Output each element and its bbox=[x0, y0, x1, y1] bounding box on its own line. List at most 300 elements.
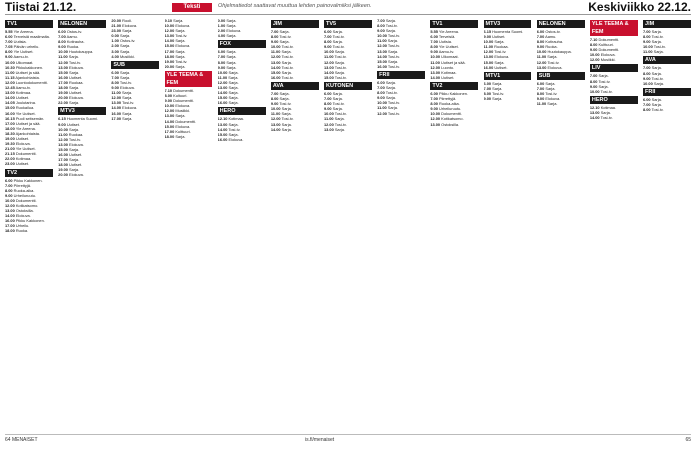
program-time: 1.00 bbox=[217, 23, 226, 29]
program-time: 17.00 bbox=[5, 120, 15, 126]
program-time: 16.00 bbox=[270, 74, 281, 80]
program-title: Ruokaa. bbox=[493, 44, 509, 50]
program-time: 17.00 bbox=[58, 79, 68, 85]
program-time: 19.30 bbox=[5, 141, 15, 147]
program-title: Ajankohtaista. bbox=[14, 130, 41, 136]
program-time: 10.00 bbox=[217, 69, 228, 75]
listing-column bbox=[430, 18, 478, 432]
program-title: Uutiset. bbox=[67, 162, 83, 168]
program-time: 20.00 bbox=[111, 18, 122, 23]
program-time: 13.00 bbox=[430, 121, 441, 127]
program-title: Sarja. bbox=[278, 90, 290, 96]
program-time: 14.00 bbox=[164, 38, 175, 44]
program-title: Tosi-tv. bbox=[331, 44, 345, 50]
program-time: 15.00 bbox=[58, 69, 68, 75]
listing-column bbox=[537, 18, 585, 432]
program-title: Ruokaa. bbox=[67, 131, 84, 137]
program-entry bbox=[5, 228, 53, 233]
program-time: 13.00 bbox=[5, 90, 15, 96]
listing-column bbox=[165, 18, 213, 432]
program-title: Sarja. bbox=[174, 133, 186, 139]
program-title: Sarja. bbox=[652, 49, 664, 55]
program-time: 12.00 bbox=[217, 79, 228, 85]
program-time: 12.00 bbox=[270, 54, 281, 60]
program-title: Urheiluruutu. bbox=[12, 192, 36, 198]
program-entry bbox=[218, 137, 266, 142]
program-title: Musiikki. bbox=[599, 57, 616, 63]
program-title: Sarja. bbox=[280, 49, 292, 55]
program-title: Sarja. bbox=[67, 157, 80, 163]
program-time: 6.00 bbox=[111, 69, 119, 75]
program-title: Yle Areena. bbox=[437, 29, 460, 34]
program-title: Kotimaa. bbox=[440, 69, 457, 75]
program-time: 22.00 bbox=[5, 156, 15, 162]
program-title: Tosi-tv. bbox=[280, 64, 294, 70]
program-entry bbox=[377, 111, 425, 116]
program-time: 12.00 bbox=[377, 110, 387, 116]
program-time: 9.00 bbox=[270, 101, 279, 107]
program-title: Uutiset. bbox=[67, 74, 83, 80]
program-entry bbox=[643, 81, 691, 86]
program-time: 7.00 bbox=[217, 54, 226, 60]
program-time: 12.00 bbox=[270, 116, 281, 122]
program-title: Uutiset ja sää. bbox=[14, 120, 41, 126]
program-time: 7.00 bbox=[5, 39, 13, 45]
program-time: 13.00 bbox=[324, 64, 334, 70]
listing-column bbox=[5, 18, 53, 432]
program-title: Sarja. bbox=[227, 131, 239, 137]
program-time: 7.05 bbox=[5, 44, 13, 50]
program-title: Sarja. bbox=[225, 59, 237, 65]
program-title: Sarja. bbox=[118, 69, 131, 75]
program-title: Sarja. bbox=[333, 49, 345, 55]
program-time: 11.00 bbox=[483, 44, 494, 50]
channel-header: JIM bbox=[643, 20, 691, 28]
program-title: Tosi-tv. bbox=[386, 63, 400, 69]
program-time: 12.00 bbox=[58, 136, 68, 142]
program-time: 9.00 bbox=[58, 121, 66, 127]
program-title: Musiikki. bbox=[174, 108, 191, 114]
program-title: Ruokailua. bbox=[14, 105, 35, 111]
program-title: Sarja. bbox=[546, 101, 558, 107]
program-time: 13.00 bbox=[58, 141, 68, 147]
program-time: 9.00 bbox=[324, 44, 332, 50]
program-time: 18.30 bbox=[5, 130, 15, 136]
program-time: 13.00 bbox=[589, 109, 600, 115]
footer-center: is.fi/menaiset bbox=[305, 437, 335, 443]
program-time: 10.00 bbox=[324, 49, 334, 55]
program-title: Tosi-tv. bbox=[384, 90, 398, 96]
channel-header: SUB bbox=[537, 72, 585, 80]
program-title: Sarja. bbox=[278, 29, 290, 34]
program-time: 18.00 bbox=[58, 162, 68, 168]
program-time: 7.00 bbox=[536, 34, 545, 40]
program-title: Terveisiä. bbox=[437, 34, 456, 40]
program-title: Tosi-tv. bbox=[386, 53, 400, 59]
program-time: 11.00 bbox=[643, 49, 653, 55]
program-title: Uutiset. bbox=[14, 135, 30, 141]
program-title: Uutiset. bbox=[493, 64, 508, 70]
program-time: 1.00 bbox=[111, 38, 119, 44]
program-title: Dokumentti. bbox=[597, 47, 620, 53]
program-time: 12.00 bbox=[164, 28, 175, 34]
program-title: Sarja. bbox=[652, 80, 665, 86]
program-title: Sarja. bbox=[491, 80, 503, 86]
program-title: Sarja. bbox=[384, 95, 396, 101]
program-title: Tosi-tv. bbox=[599, 88, 613, 94]
program-time: 9.10 bbox=[164, 18, 173, 23]
program-title: Sarja. bbox=[227, 79, 239, 85]
program-title: Pikku Kakkonen. bbox=[12, 177, 43, 183]
program-time: 8.00 bbox=[483, 90, 492, 96]
program-title: Dokumentti. bbox=[172, 87, 194, 93]
program-time: 6.00 bbox=[643, 96, 651, 102]
program-time: 15.00 bbox=[164, 43, 175, 49]
program-time: 9.00 bbox=[643, 39, 651, 45]
program-entry bbox=[5, 161, 53, 166]
program-title: Uutiset ja sää. bbox=[439, 59, 466, 65]
program-title: Tosi-tv. bbox=[227, 126, 241, 132]
program-title: Sarja. bbox=[118, 33, 131, 39]
program-time: 6.15 bbox=[58, 116, 66, 122]
program-time: 18.00 bbox=[5, 125, 15, 131]
program-title: Urheiluruutu. bbox=[437, 106, 462, 112]
program-time: 8.00 bbox=[5, 49, 13, 55]
program-time: 7.00 bbox=[536, 85, 545, 91]
program-title: Sarja. bbox=[174, 38, 186, 44]
program-entry bbox=[643, 107, 691, 112]
program-title: Tosi-tv. bbox=[546, 59, 560, 65]
program-title: Sarja. bbox=[331, 90, 343, 96]
program-time: 18.00 bbox=[164, 53, 175, 59]
program-title: Tosi-tv. bbox=[544, 90, 558, 96]
program-title: Kulttuuri. bbox=[174, 128, 191, 134]
program-time: 8.00 bbox=[430, 101, 438, 107]
channel-header: FRII bbox=[377, 71, 425, 79]
program-title: Aamu-tv. bbox=[14, 85, 31, 91]
program-entry bbox=[218, 33, 266, 38]
program-entry bbox=[111, 116, 159, 121]
program-title: Sarja. bbox=[174, 53, 186, 59]
program-time: 8.00 bbox=[111, 79, 119, 85]
program-time: 9.00 bbox=[5, 192, 13, 198]
program-time: 6.00 bbox=[536, 29, 545, 34]
program-title: Dokumentti. bbox=[14, 151, 37, 157]
program-time: 11.00 bbox=[270, 49, 281, 55]
program-time: 10.00 bbox=[164, 103, 175, 109]
channel-header: LIV bbox=[590, 64, 638, 72]
program-time: 10.00 bbox=[164, 23, 175, 29]
program-entry bbox=[537, 101, 585, 106]
program-title: Sarja. bbox=[597, 83, 609, 89]
program-entry bbox=[271, 127, 319, 132]
program-title: Kulttuuri. bbox=[597, 42, 614, 48]
program-time: 8.00 bbox=[643, 34, 651, 40]
program-time: 6.15 bbox=[483, 29, 492, 34]
program-time: 11.00 bbox=[377, 105, 387, 111]
program-title: Uutiset. bbox=[440, 74, 455, 80]
program-time: 12.45 bbox=[5, 85, 15, 91]
program-title: Tosi-tv. bbox=[67, 136, 81, 142]
program-title: Joulutarina. bbox=[14, 100, 36, 106]
program-time: 8.00 bbox=[589, 78, 598, 84]
program-time: 5.55 bbox=[430, 29, 438, 34]
program-time: 12.00 bbox=[430, 116, 441, 122]
program-time: 18.00 bbox=[5, 228, 15, 234]
program-time: 16.15 bbox=[5, 115, 15, 121]
program-time: 16.00 bbox=[5, 218, 15, 224]
program-title: Elokuva. bbox=[118, 85, 135, 91]
program-title: Sarja. bbox=[386, 58, 399, 64]
program-entry bbox=[111, 54, 159, 59]
program-title: Sarja. bbox=[493, 59, 505, 65]
program-time: 8.00 bbox=[536, 39, 545, 45]
program-time: 16.00 bbox=[377, 63, 387, 69]
left-day-heading: Tiistai 21.12. bbox=[5, 0, 77, 14]
program-title: Sarja. bbox=[544, 85, 556, 91]
program-time: 13.00 bbox=[483, 54, 494, 60]
program-time: 13.00 bbox=[217, 121, 228, 127]
program-title: Tosi-tv. bbox=[280, 44, 294, 50]
program-title: Tosi-tv. bbox=[384, 23, 398, 29]
program-entry bbox=[537, 65, 585, 70]
program-time: 11.15 bbox=[5, 74, 15, 80]
program-time: 19.00 bbox=[58, 167, 68, 173]
program-title: Sarja. bbox=[225, 18, 237, 23]
program-time: 13.00 bbox=[430, 69, 441, 75]
program-entry bbox=[324, 127, 372, 132]
program-time: 21.00 bbox=[111, 23, 122, 29]
program-title: Elokuva. bbox=[67, 64, 84, 70]
program-time: 7.10 bbox=[589, 37, 598, 42]
program-time: 10.00 bbox=[58, 49, 68, 55]
program-time: 8.00 bbox=[377, 90, 385, 96]
program-time: 8.00 bbox=[270, 96, 279, 102]
program-title: Sarja. bbox=[278, 39, 290, 45]
channel-header: AVA bbox=[271, 82, 319, 90]
program-title: Ostoksilla. bbox=[440, 121, 460, 127]
listing-column bbox=[590, 18, 638, 432]
program-title: Tosi-tv. bbox=[174, 58, 188, 64]
program-title: Luonto. bbox=[440, 64, 455, 70]
program-title: Huomenta Suomi. bbox=[491, 29, 524, 34]
program-title: Tosi-tv. bbox=[386, 110, 400, 116]
program-title: Ruoka. bbox=[65, 44, 80, 50]
program-title: Sarja. bbox=[278, 96, 290, 102]
program-title: Sarja. bbox=[333, 59, 345, 65]
program-time: 4.00 bbox=[217, 33, 226, 39]
channel-header: MTV1 bbox=[484, 72, 532, 80]
program-entry bbox=[430, 122, 478, 127]
program-time: 12.00 bbox=[324, 59, 334, 65]
program-title: Ruoka-aika. bbox=[12, 187, 35, 193]
program-title: Kotirauha. bbox=[544, 39, 564, 45]
program-time: 11.00 bbox=[430, 59, 440, 65]
program-time: 6.00 bbox=[5, 177, 13, 183]
program-time: 4.00 bbox=[111, 53, 119, 59]
program-title: Sarja. bbox=[650, 65, 662, 71]
program-title: Ostos-tv. bbox=[544, 29, 561, 34]
program-title: Elokuva. bbox=[14, 141, 31, 147]
header-tagline: Ohjelmatiedot saattavat muuttua lehden painovalmiiksi jälkeen. bbox=[218, 3, 372, 9]
program-title: Sarja. bbox=[386, 105, 398, 111]
listing-columns bbox=[5, 18, 691, 432]
program-time: 6.00 bbox=[324, 90, 332, 96]
program-time: 19.00 bbox=[164, 58, 175, 64]
program-time: 12.00 bbox=[483, 49, 494, 55]
program-time: 11.00 bbox=[270, 111, 281, 117]
program-title: Sarja. bbox=[544, 80, 556, 86]
program-time: 12.00 bbox=[536, 59, 547, 65]
program-title: Ajankohtaista. bbox=[14, 74, 40, 80]
program-title: Elokuva. bbox=[599, 52, 616, 58]
program-time: 7.00 bbox=[377, 18, 385, 23]
program-time: 18.00 bbox=[164, 133, 175, 139]
program-title: Tosi-tv. bbox=[386, 100, 400, 106]
program-time: 7.10 bbox=[164, 87, 173, 93]
channel-header: MTV3 bbox=[58, 107, 106, 115]
program-entry bbox=[590, 115, 638, 120]
program-title: Dokumentti. bbox=[597, 37, 620, 42]
program-time: 12.00 bbox=[164, 108, 175, 114]
program-title: Sarja. bbox=[650, 39, 662, 45]
program-title: Sarja. bbox=[225, 54, 237, 60]
program-time: 14.00 bbox=[430, 74, 441, 80]
program-title: Aamu. bbox=[65, 34, 78, 40]
program-title: Elokuva. bbox=[174, 43, 191, 49]
program-title: Aamu. bbox=[544, 34, 557, 40]
program-time: 10.00 bbox=[5, 59, 15, 65]
program-title: Sarja. bbox=[174, 113, 186, 119]
program-time: 7.00 bbox=[430, 96, 438, 102]
program-title: Sarja. bbox=[174, 28, 186, 34]
program-title: Sarja. bbox=[174, 48, 186, 54]
program-time: 13.00 bbox=[164, 33, 175, 39]
program-time: 12.10 bbox=[589, 104, 600, 110]
program-title: Dokumentti. bbox=[14, 197, 37, 203]
program-time: 15.00 bbox=[164, 123, 175, 129]
channel-header: KUTONEN bbox=[324, 82, 372, 90]
program-time: 14.00 bbox=[377, 53, 387, 59]
header-divider bbox=[5, 14, 691, 15]
program-title: Sarja. bbox=[331, 106, 343, 112]
program-time: 17.00 bbox=[58, 157, 68, 163]
program-time: 14.00 bbox=[5, 213, 15, 219]
program-time: 9.00 bbox=[589, 47, 598, 53]
program-title: Sarja. bbox=[67, 167, 80, 173]
program-time: 7.00 bbox=[377, 85, 385, 91]
program-title: Sarja. bbox=[280, 111, 292, 117]
program-title: Huomenta Suomi. bbox=[65, 116, 98, 122]
program-entry bbox=[484, 96, 532, 101]
program-title: Piirrettyjä. bbox=[437, 96, 457, 102]
program-title: Sarja. bbox=[333, 116, 345, 122]
program-time: 7.00 bbox=[324, 96, 332, 102]
channel-header: SUB bbox=[111, 61, 159, 69]
program-time: 20.00 bbox=[164, 63, 175, 69]
program-title: Sarja. bbox=[280, 59, 292, 65]
program-time: 2.00 bbox=[111, 43, 119, 49]
channel-header: TV2 bbox=[430, 82, 478, 90]
program-time: 8.00 bbox=[217, 59, 226, 65]
program-entry bbox=[218, 100, 266, 105]
program-title: Elokuva. bbox=[121, 23, 138, 29]
program-title: Uutiset. bbox=[67, 90, 83, 96]
program-time: 20.00 bbox=[58, 95, 68, 101]
program-time: 8.00 bbox=[377, 23, 385, 29]
program-title: Elokuva. bbox=[493, 54, 510, 60]
program-title: Ostos-tv. bbox=[118, 38, 136, 44]
program-time: 17.00 bbox=[164, 128, 175, 134]
program-time: 16.00 bbox=[483, 64, 494, 70]
program-time: 8.00 bbox=[589, 42, 598, 48]
program-time: 12.00 bbox=[324, 121, 334, 127]
program-time: 7.00 bbox=[324, 34, 332, 40]
program-title: Sarja. bbox=[225, 49, 237, 55]
channel-header: FOX bbox=[218, 40, 266, 48]
program-title: Sarja. bbox=[121, 110, 133, 116]
program-time: 19.00 bbox=[58, 90, 68, 96]
program-entry bbox=[590, 89, 638, 94]
program-title: Kotimaa. bbox=[227, 116, 244, 122]
program-title: Elokuva. bbox=[174, 123, 191, 129]
program-title: Tosi-tv. bbox=[280, 74, 294, 80]
program-time: 21.15 bbox=[5, 151, 15, 157]
program-title: Sarja. bbox=[546, 54, 558, 60]
program-entry bbox=[643, 49, 691, 54]
program-time: 7.00 bbox=[111, 74, 119, 80]
program-time: 7.00 bbox=[270, 29, 279, 34]
program-title: Elokuva. bbox=[67, 172, 84, 178]
program-time: 9.00 bbox=[377, 95, 385, 101]
program-time: 2.00 bbox=[217, 28, 226, 34]
program-title: Sarja. bbox=[67, 146, 80, 152]
program-title: Tosi-tv. bbox=[333, 74, 347, 80]
program-title: Ulkomaat. bbox=[440, 54, 459, 60]
program-time: 15.00 bbox=[217, 95, 228, 101]
program-title: Dokumentti. bbox=[172, 98, 194, 104]
program-title: Uutisia. bbox=[12, 39, 27, 45]
program-entry bbox=[484, 65, 532, 70]
program-time: 7.00 bbox=[643, 65, 651, 71]
program-title: Yle Uutiset. bbox=[12, 49, 34, 55]
program-title: Sarja. bbox=[599, 109, 611, 115]
program-title: Sarja. bbox=[227, 90, 239, 96]
program-title: Yle Areena. bbox=[14, 125, 36, 131]
program-title: Yle Uutiset. bbox=[437, 44, 459, 50]
listing-column bbox=[271, 18, 319, 432]
program-time: 13.00 bbox=[164, 113, 175, 119]
program-title: Elokuva. bbox=[67, 141, 84, 147]
program-time: 12.00 bbox=[5, 79, 15, 85]
program-title: Tosi-tv. bbox=[599, 115, 613, 121]
channel-header: FRII bbox=[643, 88, 691, 96]
program-title: Dokumentti. bbox=[174, 118, 197, 124]
program-time: 9.00 bbox=[483, 96, 492, 102]
program-title: Sarja. bbox=[174, 63, 186, 69]
program-title: Sarja. bbox=[227, 69, 239, 75]
program-time: 0.00 bbox=[217, 18, 226, 23]
program-title: Sarja. bbox=[227, 121, 239, 127]
program-time: 13.00 bbox=[270, 121, 281, 127]
program-time: 10.00 bbox=[643, 44, 653, 50]
program-time: 10.00 bbox=[5, 197, 15, 203]
listing-column bbox=[484, 18, 532, 432]
program-title: Sarja. bbox=[225, 33, 237, 39]
footer-left: 64 MENAISET bbox=[5, 437, 38, 443]
channel-header: TV1 bbox=[5, 20, 53, 28]
program-time: 7.00 bbox=[5, 182, 13, 188]
